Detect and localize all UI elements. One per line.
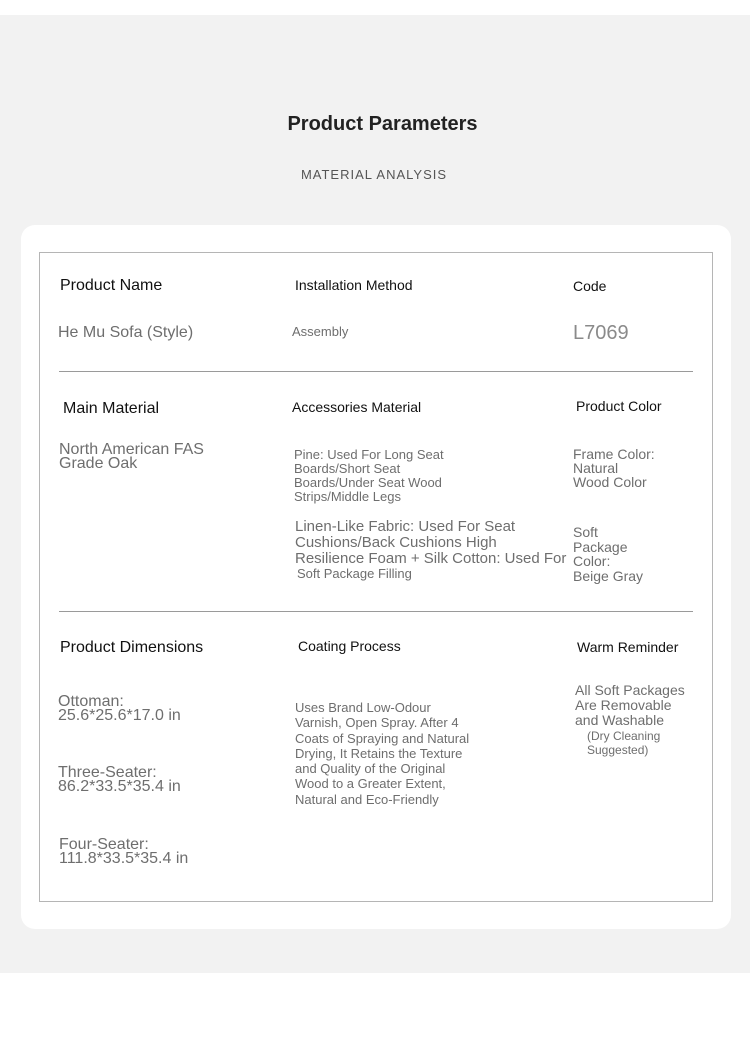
ottoman-dimensions: Ottoman: 25.6*25.6*17.0 in	[58, 693, 181, 724]
main-material-label: Main Material	[63, 400, 160, 417]
accessories-fabric-value: Linen-Like Fabric: Used For Seat Cushions/Back Cushions High Resilience Foam + Silk Cotton: Used For	[295, 518, 567, 567]
code-label: Code	[573, 278, 607, 294]
coating-process-value: Uses Brand Low-Odour Varnish, Open Spray. After 4 Coats of Spraying and Natural Drying, It Retains the Texture and Quality of the Original Wood to a Greater Extent, Natural and Eco-Friendly	[295, 700, 470, 807]
installation-method-label: Installation Method	[295, 277, 413, 293]
warm-reminder-note: (Dry Cleaning Suggested)	[587, 729, 661, 757]
row-divider	[59, 371, 693, 372]
accessories-material-label: Accessories Material	[292, 399, 422, 415]
code-value: L7069	[573, 322, 629, 344]
warm-reminder-label: Warm Reminder	[577, 639, 679, 655]
accessories-filling-value: Soft Package Filling	[297, 566, 412, 581]
four-seater-dimensions: Four-Seater: 111.8*33.5*35.4 in	[59, 836, 189, 867]
product-name-label: Product Name	[60, 277, 163, 294]
three-seater-dimensions: Three-Seater: 86.2*33.5*35.4 in	[58, 764, 181, 795]
product-dimensions-label: Product Dimensions	[60, 639, 204, 656]
frame-color-value: Frame Color: Natural Wood Color	[573, 446, 655, 490]
row-divider	[59, 611, 693, 612]
installation-method-value: Assembly	[292, 324, 349, 339]
coating-process-label: Coating Process	[298, 638, 401, 654]
soft-package-color-value: Soft Package Color: Beige Gray	[573, 524, 644, 584]
main-material-value: North American FAS Grade Oak	[59, 441, 204, 472]
accessories-pine-value: Pine: Used For Long Seat Boards/Short Seat Boards/Under Seat Wood Strips/Middle Legs	[294, 447, 444, 504]
page-subtitle: MATERIAL ANALYSIS	[300, 167, 448, 182]
page-title: Product Parameters	[287, 113, 478, 135]
product-name-value: He Mu Sofa (Style)	[58, 324, 194, 341]
warm-reminder-value: All Soft Packages Are Removable and Washable	[575, 682, 685, 728]
product-color-label: Product Color	[576, 398, 662, 414]
